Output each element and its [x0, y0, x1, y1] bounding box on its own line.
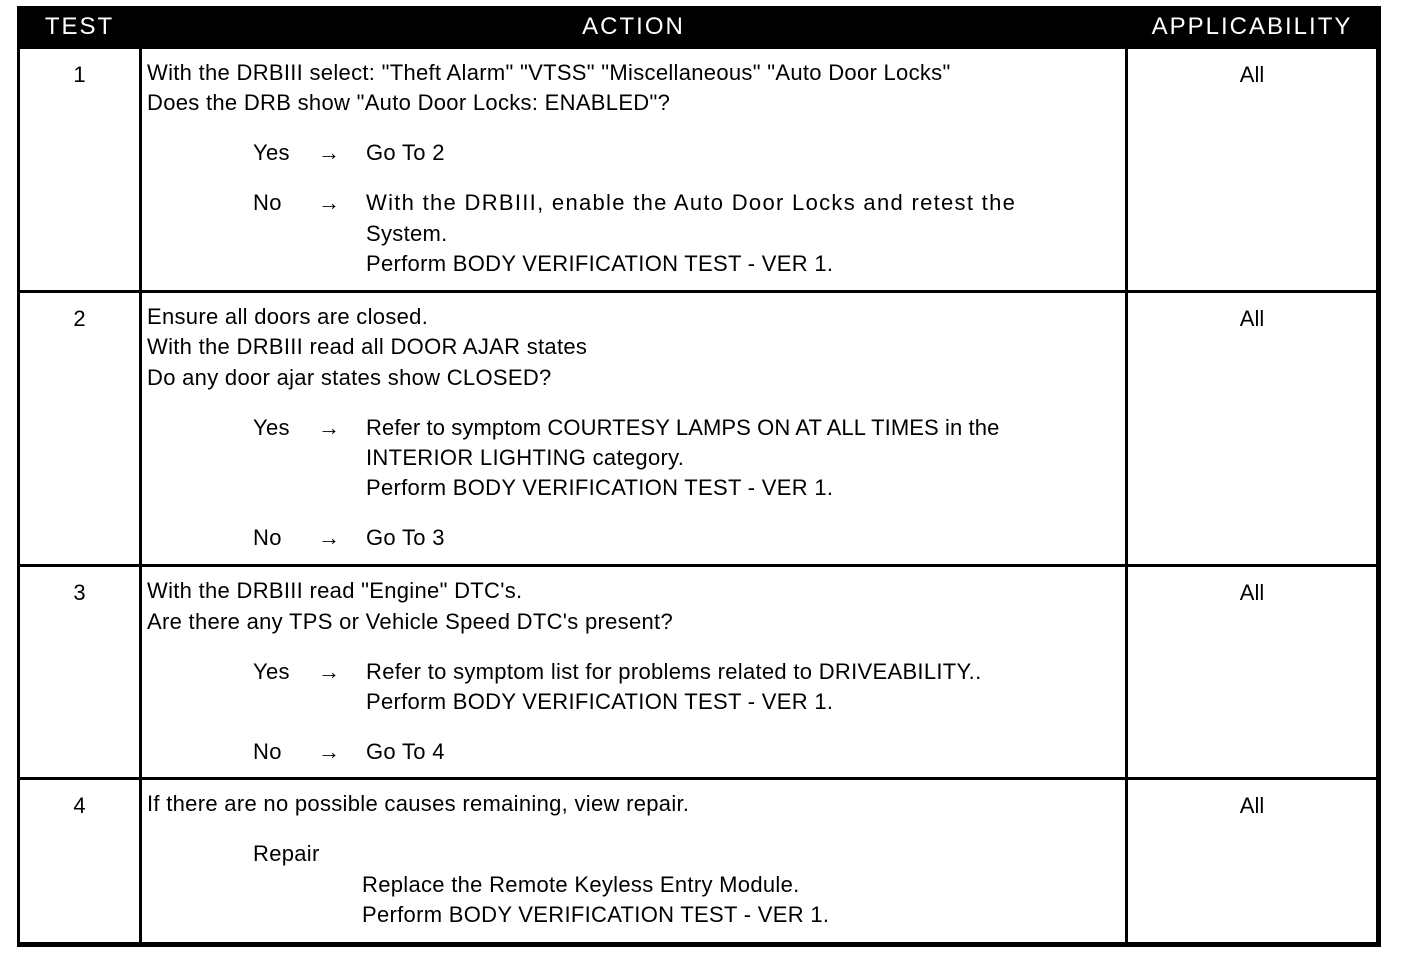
test-number: 4 [73, 793, 86, 818]
header-test: TEST [44, 13, 115, 40]
yes-action-line: Perform BODY VERIFICATION TEST - VER 1. [366, 475, 834, 500]
applicability-value: All [1239, 580, 1265, 605]
no-label: No [253, 739, 282, 764]
yes-label: Yes [253, 415, 290, 440]
test-cell [20, 780, 139, 942]
right-arrow-icon: → [318, 525, 340, 550]
yes-action-line: INTERIOR LIGHTING category. [366, 445, 685, 470]
yes-action-line: Refer to symptom list for problems related to DRIVEABILITY.. [366, 659, 982, 684]
yes-label: Yes [253, 659, 290, 684]
question-line: Does the DRB show "Auto Door Locks: ENABLED"? [147, 90, 671, 115]
yes-action-line: Refer to symptom COURTESY LAMPS ON AT ALL TIMES in the [366, 415, 1000, 440]
question-line: Are there any TPS or Vehicle Speed DTC's present? [147, 609, 673, 634]
test-number: 1 [73, 62, 86, 87]
no-action-line: Go To 4 [366, 739, 445, 764]
test-cell [20, 293, 139, 564]
no-action-line: System. [366, 221, 448, 246]
yes-action-line: Perform BODY VERIFICATION TEST - VER 1. [366, 689, 834, 714]
repair-label: Repair [253, 841, 320, 866]
applicability-cell [1128, 567, 1376, 777]
applicability-cell [1128, 293, 1376, 564]
right-arrow-icon: → [318, 415, 340, 440]
repair-line: Replace the Remote Keyless Entry Module. [362, 872, 800, 897]
header-applicability: APPLICABILITY [1151, 13, 1353, 40]
question-line: With the DRBIII select: "Theft Alarm" "VTSS" "Miscellaneous" "Auto Door Locks" [147, 60, 951, 85]
no-label: No [253, 525, 282, 550]
applicability-value: All [1239, 62, 1265, 87]
question-line: Do any door ajar states show CLOSED? [147, 365, 552, 390]
diagnostic-test-table [17, 6, 1381, 947]
action-cell [142, 49, 1125, 290]
question-line: Ensure all doors are closed. [147, 304, 429, 329]
right-arrow-icon: → [318, 140, 340, 165]
header-action: ACTION [582, 13, 685, 40]
right-arrow-icon: → [318, 190, 340, 215]
no-label: No [253, 190, 282, 215]
action-cell [142, 293, 1125, 564]
no-action-line: Go To 3 [366, 525, 445, 550]
action-cell [142, 567, 1125, 777]
question-line: With the DRBIII read all DOOR AJAR states [147, 334, 588, 359]
right-arrow-icon: → [318, 659, 340, 684]
question-line: If there are no possible causes remaining, view repair. [147, 791, 690, 816]
applicability-cell [1128, 780, 1376, 942]
test-number: 2 [73, 306, 86, 331]
applicability-value: All [1239, 306, 1265, 331]
test-number: 3 [73, 580, 86, 605]
table-row-test-3 [17, 567, 1381, 777]
action-cell [142, 780, 1125, 942]
test-cell [20, 49, 139, 290]
table-row-test-1 [17, 49, 1381, 290]
yes-action-line: Go To 2 [366, 140, 445, 165]
yes-label: Yes [253, 140, 290, 165]
test-cell [20, 567, 139, 777]
table-header [17, 6, 1381, 46]
applicability-value: All [1239, 793, 1265, 818]
no-action-line: Perform BODY VERIFICATION TEST - VER 1. [366, 251, 834, 276]
no-action-line: With the DRBIII, enable the Auto Door Locks and retest the [366, 190, 1017, 215]
table-row-test-4 [17, 780, 1381, 942]
right-arrow-icon: → [318, 739, 340, 764]
question-line: With the DRBIII read "Engine" DTC's. [147, 578, 523, 603]
table-row-test-2 [17, 293, 1381, 564]
repair-line: Perform BODY VERIFICATION TEST - VER 1. [362, 902, 830, 927]
applicability-cell [1128, 49, 1376, 290]
